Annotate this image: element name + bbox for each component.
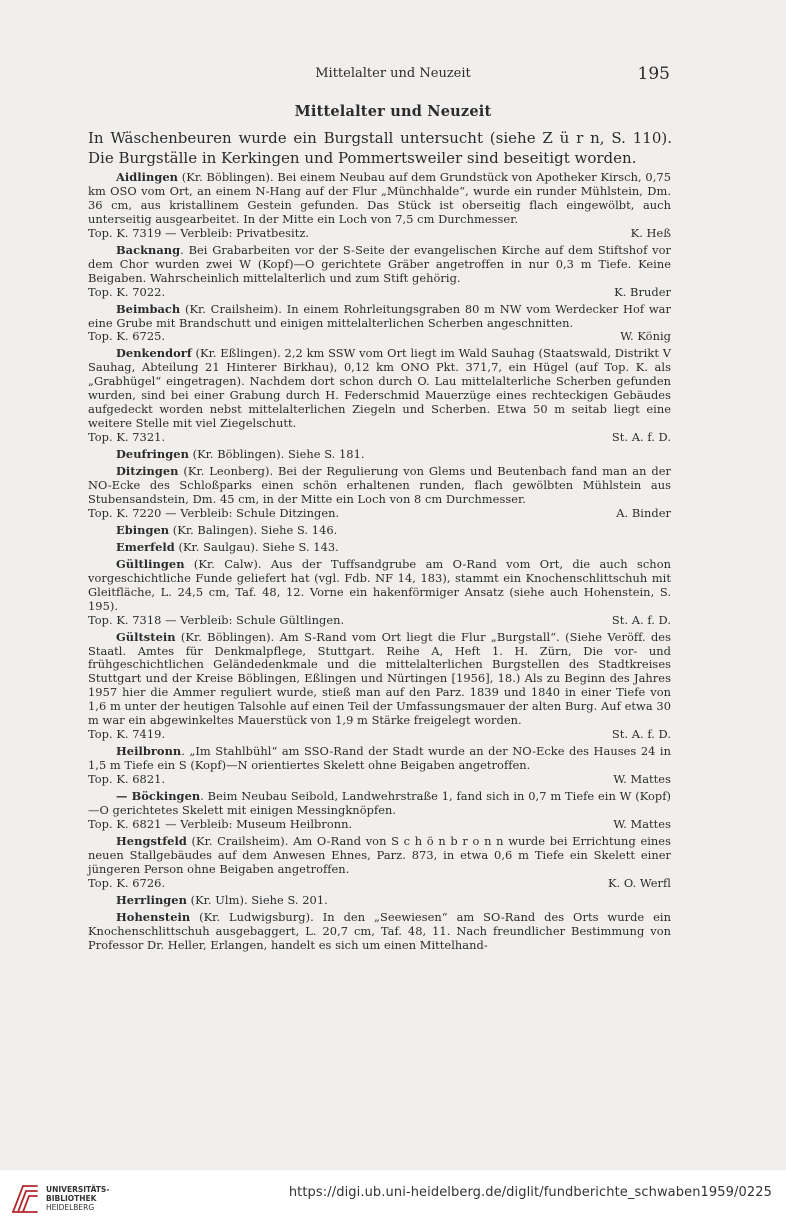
- library-name-line: UNIVERSITÄTS-: [46, 1185, 110, 1194]
- entry: [88, 465, 671, 521]
- source-url-link[interactable]: https://digi.ub.uni-heidelberg.de/diglit/fundberichte_schwaben1959/0225: [288, 1185, 772, 1200]
- entry-body: [88, 465, 671, 507]
- entry-place: Beimbach: [116, 301, 181, 316]
- entry-place: Denkendorf: [116, 346, 192, 361]
- entry-text: (Kr. Böblingen). Bei einem Neubau auf dem Grundstück von Apotheker Kirsch, 0,75 km OSO vom Ort, an einem N-Hang auf der Flur „Münchhalde“, wurde ein runder Mühlstein, Dm. 36 cm, aus kristallinem Gestein gefunden. Das Stück ist oberseitig flach eingewölbt, auch unterseitig ausgearbeitet. In der Mitte ein Loch von 7,5 cm Durchmesser.: [88, 170, 671, 226]
- entry-meta: [88, 227, 671, 241]
- entry-author: W. König: [620, 329, 671, 344]
- entry-body: [88, 541, 671, 555]
- entry: [88, 171, 671, 241]
- entry-body: [88, 171, 671, 227]
- entry-place: Gültstein: [116, 629, 176, 644]
- entry-reference: Top. K. 7022.: [88, 284, 166, 299]
- entry: [88, 244, 671, 300]
- running-title: Mittelalter und Neuzeit: [315, 66, 471, 81]
- entry-text: (Kr. Böblingen). Am S-Rand vom Ort liegt die Flur „Burgstall“. (Siehe Veröff. des Staatl. Amtes für Denkmalpflege, Stuttgart. Reihe A, Heft 1. H. Zürn, Die vor- und frühgeschichtlichen Geländedenkmale und die mittelalterlichen Burgstellen des Stadtkreises Stuttgart und der Kreise Böblingen, Eßlingen und Nürtingen [1956], 18.) Als zu Beginn des Jahres 1957 hier die Ammer reguliert wurde, stieß man auf den Parz. 1839 und 1840 in einer Tiefe von 1,6 m unter der heutigen Talsohle auf einen Teil der Umfassungsmauer der alten Burg. Auf etwa 30 m war ein abgewinkeltes Mauerstück von 1,9 m Stärke freigelegt worden.: [88, 629, 671, 728]
- entry: [88, 631, 671, 743]
- entry-body: [88, 790, 671, 818]
- entry-meta: [88, 877, 671, 891]
- intro-paragraph: In Wäschenbeuren wurde ein Burgstall untersucht (siehe Z ü r n, S. 110). Die Burgställe in Kerkingen und Pommertsweiler sind beseitigt worden.: [88, 129, 672, 167]
- entry-meta: [88, 286, 671, 300]
- entry-text: (Kr. Leonberg). Bei der Regulierung von Glems und Beutenbach fand man an der NO-Ecke des Schloßparks einen schön erhaltenen runden, flach gewölbten Mühlstein aus Stubensandstein, Dm. 45 cm, in der Mitte ein Loch von 8 cm Durchmesser.: [88, 464, 671, 506]
- entry-text: (Kr. Eßlingen). 2,2 km SSW vom Ort liegt im Wald Sauhag (Staatswald, Distrikt V Sauhag, Abteilung 21 Hinterer Birkhau), 0,12 km ONO Pkt. 371,7, ein Hügel (auf Top. K. als „Grabhügel“ eingetragen). Nachdem dort schon durch O. Lau mittelalterliche Scherben gefunden wurden, sind bei einer Grabung durch H. Federschmid Mauerzüge eines rechteckigen Gebäudes aufgedeckt worden nebst mittelalterlichen Ziegeln und Scherben. Etwa 50 m seitab liegt eine weitere Stelle mit viel Ziegelschutt.: [88, 346, 671, 431]
- entry: [88, 347, 671, 445]
- entry-body: [88, 745, 671, 773]
- entry-author: St. A. f. D.: [611, 612, 671, 627]
- library-name: [46, 1185, 109, 1212]
- entry: [88, 558, 671, 628]
- entry-place: Ebingen: [116, 522, 170, 537]
- entry-body: [88, 558, 671, 614]
- entry-reference: Top. K. 7419.: [88, 727, 166, 742]
- entry-body: [88, 894, 671, 908]
- entry-body: [88, 244, 671, 286]
- entry-text: (Kr. Saulgau). Siehe S. 143.: [174, 539, 339, 554]
- entry: [88, 911, 671, 953]
- entry-author: K. O. Werfl: [607, 875, 671, 890]
- entry-meta: [88, 330, 671, 344]
- entry-body: [88, 631, 671, 729]
- entry-place: — Böckingen: [116, 789, 201, 804]
- entry-text: . Beim Neubau Seibold, Landwehrstraße 1, fand sich in 0,7 m Tiefe ein W (Kopf)—O gerichtetes Skelett mit einigen Messingknöpfen.: [88, 789, 671, 817]
- entries-list: [88, 171, 671, 956]
- entry-reference: Top. K. 6821 — Verbleib: Museum Heilbronn.: [88, 816, 353, 831]
- entry-reference: Top. K. 6726.: [88, 875, 166, 890]
- section-title: Mittelalter und Neuzeit: [294, 103, 492, 120]
- entry-reference: Top. K. 7319 — Verbleib: Privatbesitz.: [88, 225, 310, 240]
- entry-place: Heilbronn: [116, 744, 182, 759]
- entry-author: St. A. f. D.: [611, 727, 671, 742]
- entry-body: [88, 448, 671, 462]
- entry-text: (Kr. Calw). Aus der Tuffsandgrube am O-Rand vom Ort, die auch schon vorgeschichtliche Funde geliefert hat (vgl. Fdb. NF 14, 183), stammt ein Knochenschlittschuh mit Gleitfläche, L. 24,5 cm, Taf. 48, 12. Vorne ein hakenförmiger Ansatz (siehe auch Hohenstein, S. 195).: [88, 556, 671, 613]
- entry-place: Deufringen: [116, 447, 189, 462]
- entry-author: St. A. f. D.: [611, 430, 671, 445]
- entry-body: [88, 835, 671, 877]
- entry-text: (Kr. Crailsheim). Am O-Rand von S c h ö n b r o n n wurde bei Errichtung eines neuen Stallgebäudes auf dem Anwesen Ehnes, Parz. 873, in etwa 0,6 m Tiefe ein Skelett einer jüngeren Person ohne Beigaben angetroffen.: [88, 833, 671, 876]
- entry-place: Hengstfeld: [116, 833, 187, 848]
- entry-body: [88, 347, 671, 431]
- entry-author: A. Binder: [616, 505, 671, 520]
- entry-reference: Top. K. 6821.: [88, 772, 166, 787]
- entry-meta: [88, 818, 671, 832]
- entry-place: Herrlingen: [116, 892, 187, 907]
- entry-place: Aidlingen: [116, 170, 179, 184]
- entry-author: W. Mattes: [613, 816, 671, 831]
- entry-text: (Kr. Ulm). Siehe S. 201.: [186, 892, 328, 907]
- university-library-logo-icon: [10, 1182, 40, 1218]
- entry-author: K. Heß: [630, 225, 671, 240]
- entry-meta: [88, 728, 671, 742]
- entry-reference: Top. K. 7321.: [88, 430, 166, 445]
- entry: [88, 745, 671, 787]
- entry-body: [88, 911, 671, 953]
- entry: [88, 524, 671, 538]
- entry-meta: [88, 507, 671, 521]
- entry-reference: Top. K. 6725.: [88, 329, 166, 344]
- entry-meta: [88, 614, 671, 628]
- library-name-line: BIBLIOTHEK: [46, 1194, 97, 1203]
- entry-reference: Top. K. 7220 — Verbleib: Schule Ditzingen.: [88, 505, 340, 520]
- entry: [88, 835, 671, 891]
- entry-place: Backnang: [116, 242, 181, 257]
- entry: [88, 303, 671, 345]
- entry-meta: [88, 773, 671, 787]
- entry-author: K. Bruder: [614, 284, 671, 299]
- entry-text: . Bei Grabarbeiten vor der S-Seite der evangelischen Kirche auf dem Stiftshof vor dem Chor wurden zwei W (Kopf)—O gerichtete Gräber angetroffen in nur 0,3 m Tiefe. Keine Beigaben. Wahrscheinlich mittelalterlich und zum Stift gehörig.: [88, 242, 671, 285]
- entry: [88, 541, 671, 555]
- entry-text: (Kr. Balingen). Siehe S. 146.: [169, 522, 338, 537]
- entry: [88, 894, 671, 908]
- entry-text: (Kr. Böblingen). Siehe S. 181.: [188, 447, 365, 462]
- entry-meta: [88, 431, 671, 445]
- running-head: [0, 64, 786, 84]
- entry-reference: Top. K. 7318 — Verbleib: Schule Gültlingen.: [88, 612, 345, 627]
- entry-body: [88, 303, 671, 331]
- entry-text: (Kr. Ludwigsburg). In den „Seewiesen“ am SO-Rand des Orts wurde ein Knochenschlittschuh ausgebaggert, L. 20,7 cm, Taf. 48, 11. Nach freundlicher Bestimmung von Professor Dr. Heller, Erlangen, handelt es sich um einen Mittelhand-: [88, 909, 671, 952]
- entry-body: [88, 524, 671, 538]
- entry-place: Emerfeld: [116, 539, 175, 554]
- library-name-line: HEIDELBERG: [46, 1203, 95, 1212]
- entry-text: (Kr. Crailsheim). In einem Rohrleitungsgraben 80 m NW vom Werdecker Hof war eine Grube mit Brandschutt und einigen mittelalterlichen Scherben angeschnitten.: [88, 301, 671, 330]
- entry: [88, 790, 671, 832]
- entry-text: . „Im Stahlbühl“ am SSO-Rand der Stadt wurde an der NO-Ecke des Hauses 24 in 1,5 m Tiefe ein S (Kopf)—N orientiertes Skelett ohne Beigaben angetroffen.: [88, 744, 671, 773]
- entry-place: Gültlingen: [116, 556, 185, 571]
- footer-bar: [0, 1170, 786, 1229]
- entry-author: W. Mattes: [613, 772, 671, 787]
- entry: [88, 448, 671, 462]
- entry-place: Ditzingen: [116, 464, 179, 479]
- entry-place: Hohenstein: [116, 909, 191, 924]
- page-number: 195: [637, 64, 670, 84]
